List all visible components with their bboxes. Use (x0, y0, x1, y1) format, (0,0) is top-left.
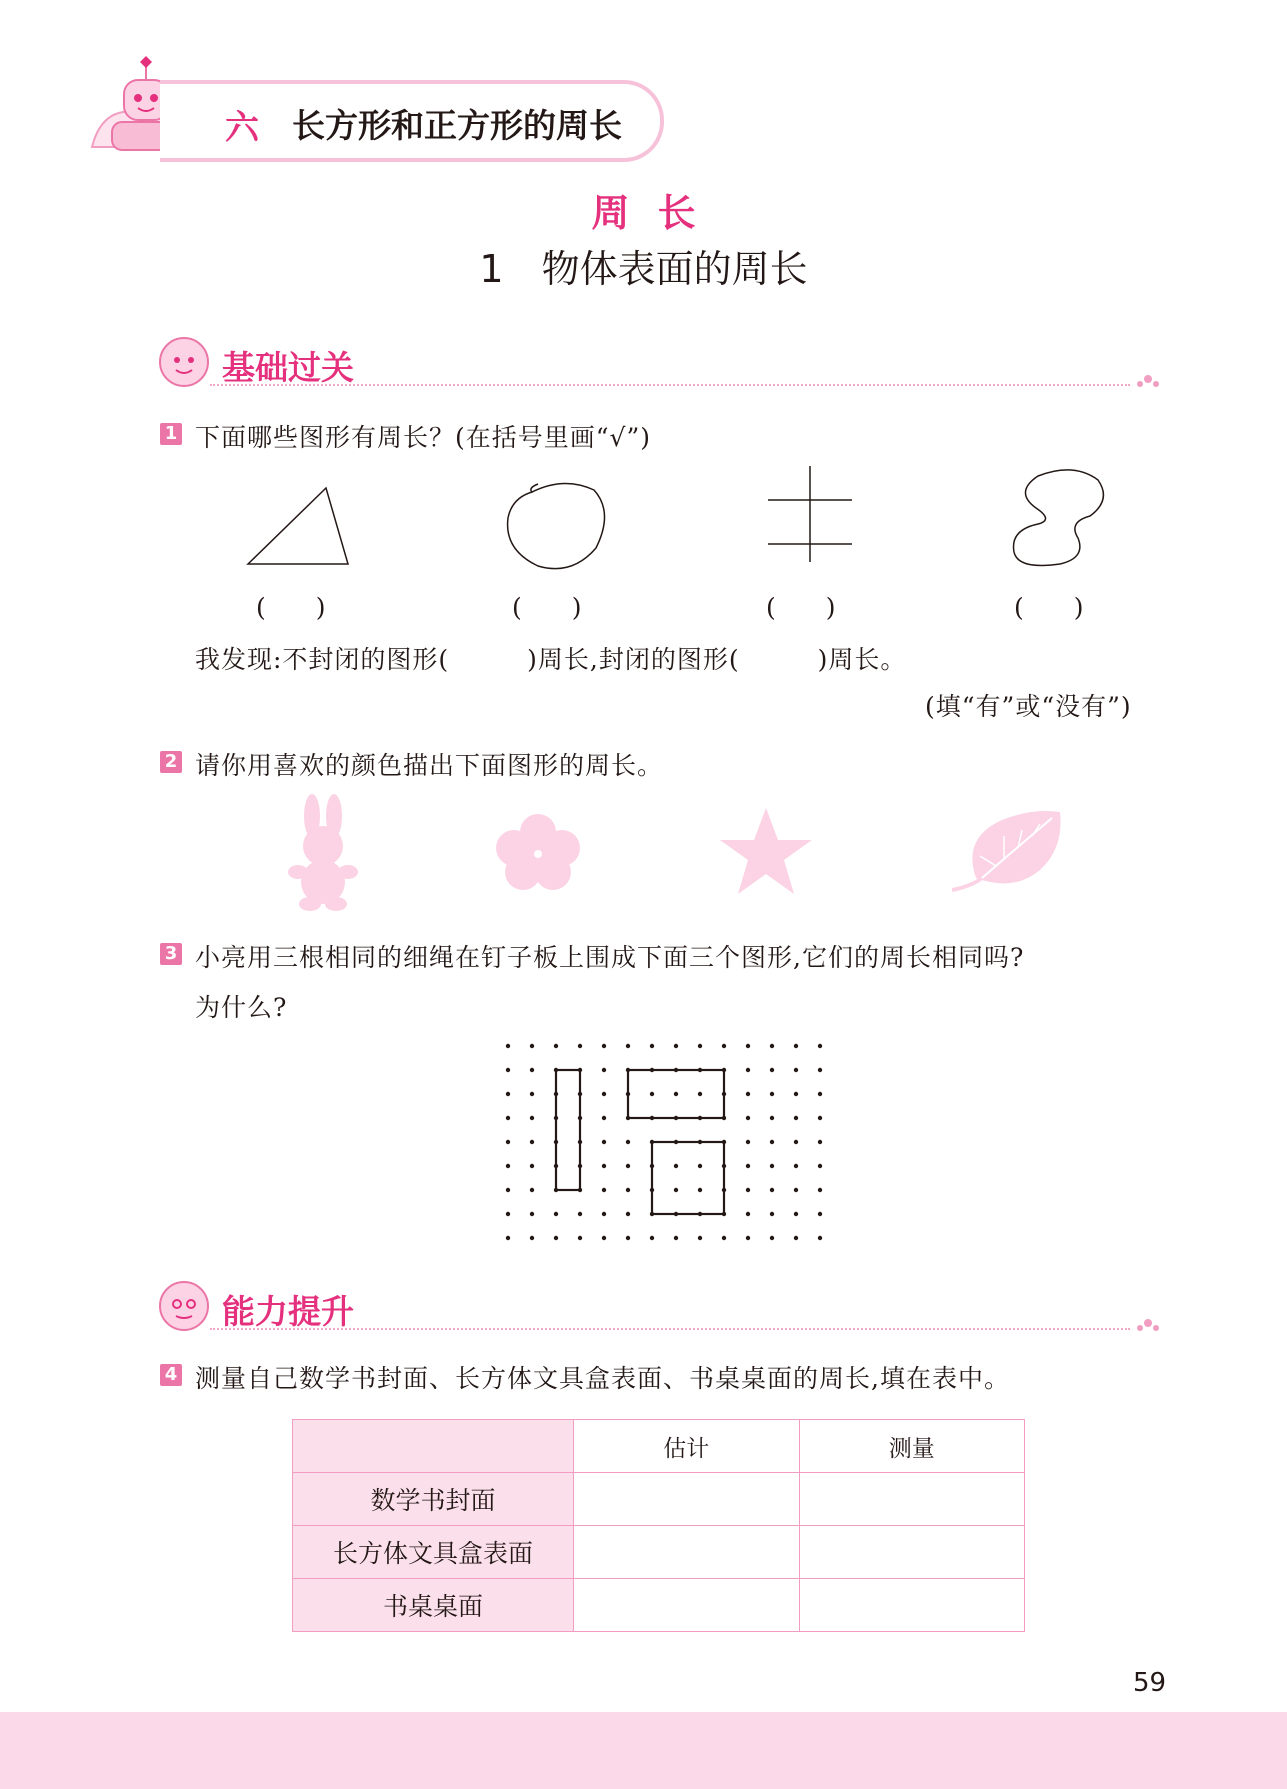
peg-dot (506, 1044, 510, 1048)
peg-board-figure (500, 1034, 852, 1246)
peg-dot (770, 1236, 774, 1240)
peg-dot (746, 1044, 750, 1048)
peg-dot (794, 1044, 798, 1048)
table-row (293, 1526, 1025, 1579)
answer-paren-4[interactable]: ( ) (1014, 593, 1084, 622)
section-divider (210, 384, 1130, 386)
peg-dot (602, 1044, 606, 1048)
peg-dot (506, 1068, 510, 1072)
peg-dot (530, 1116, 534, 1120)
peg-dot (794, 1188, 798, 1192)
peg-dot (674, 1092, 678, 1096)
bottom-decorative-band (0, 1712, 1287, 1789)
peg-dot (770, 1092, 774, 1096)
peg-dot (530, 1236, 534, 1240)
peg-dot (626, 1212, 630, 1216)
page-number: 59 (1133, 1668, 1167, 1698)
table-row (293, 1473, 1025, 1526)
question-1-hint: (填“有”或“没有”) (925, 692, 1132, 721)
divider-dots-icon (1134, 1314, 1164, 1338)
question-4-text: 测量自己数学书封面、长方体文具盒表面、书桌桌面的周长,填在表中。 (195, 1364, 1010, 1393)
peg-dot (746, 1116, 750, 1120)
peg-dot (626, 1164, 630, 1168)
peg-dot (530, 1140, 534, 1144)
shape-triangle (244, 484, 352, 572)
peg-dot (530, 1212, 534, 1216)
peg-dot (746, 1140, 750, 1144)
table-row (293, 1579, 1025, 1632)
shape-figure-eight (1008, 466, 1108, 574)
peg-dot (578, 1212, 582, 1216)
star-silhouette (718, 806, 814, 902)
peg-dot (674, 1188, 678, 1192)
peg-dot (506, 1116, 510, 1120)
shape-open-crossing-lines (764, 464, 856, 568)
question-number-1: 1 (160, 423, 182, 445)
flower-silhouette (496, 812, 580, 896)
peg-dot (794, 1068, 798, 1072)
question-1-finding: 我发现:不封闭的图形( )周长,封闭的图形( )周长。 (195, 645, 907, 674)
chapter-number: 六 (225, 108, 259, 148)
peg-dot (506, 1092, 510, 1096)
peg-dot (602, 1140, 606, 1144)
table-cell-estimate[interactable] (574, 1473, 800, 1526)
peg-dot (746, 1236, 750, 1240)
peg-dot (770, 1044, 774, 1048)
table-cell-estimate[interactable] (574, 1579, 800, 1632)
peg-dot (626, 1188, 630, 1192)
table-header-estimate: 估计 (574, 1420, 800, 1473)
answer-paren-2[interactable]: ( ) (512, 593, 582, 622)
table-cell-measure[interactable] (799, 1473, 1025, 1526)
peg-dot (698, 1236, 702, 1240)
peg-dot (770, 1116, 774, 1120)
peg-dot (506, 1236, 510, 1240)
chapter-title: 长方形和正方形的周长 (292, 106, 622, 145)
question-number-4: 4 (160, 1364, 182, 1386)
peg-shape-square (652, 1142, 724, 1214)
peg-dot (794, 1140, 798, 1144)
peg-dot (602, 1068, 606, 1072)
table-cell-measure[interactable] (799, 1526, 1025, 1579)
peg-dot (746, 1068, 750, 1072)
peg-dot (602, 1188, 606, 1192)
peg-dot (698, 1164, 702, 1168)
peg-dot (698, 1188, 702, 1192)
peg-dot (650, 1236, 654, 1240)
peg-dot (602, 1236, 606, 1240)
table-header-measure: 测量 (799, 1420, 1025, 1473)
table-row-label: 数学书封面 (293, 1473, 574, 1526)
peg-dot (530, 1164, 534, 1168)
peg-dot (770, 1068, 774, 1072)
peg-dot (794, 1212, 798, 1216)
peg-shape-tall-rectangle (556, 1070, 580, 1190)
peg-dot (554, 1236, 558, 1240)
peg-dot (746, 1164, 750, 1168)
section-mascot-icon (158, 336, 210, 392)
peg-dot (818, 1188, 822, 1192)
peg-dot (602, 1092, 606, 1096)
peg-dot (794, 1164, 798, 1168)
rabbit-silhouette (284, 794, 364, 916)
peg-dot (602, 1164, 606, 1168)
peg-dot (818, 1092, 822, 1096)
peg-dot (578, 1236, 582, 1240)
peg-dot (794, 1092, 798, 1096)
peg-dot (530, 1092, 534, 1096)
peg-dot (530, 1068, 534, 1072)
peg-dot (818, 1044, 822, 1048)
leaf-silhouette (952, 808, 1064, 898)
peg-dot (554, 1044, 558, 1048)
peg-dot (506, 1212, 510, 1216)
peg-dot (818, 1212, 822, 1216)
question-3-text-line2: 为什么? (195, 993, 288, 1022)
peg-dot (818, 1116, 822, 1120)
answer-paren-1[interactable]: ( ) (256, 593, 326, 622)
peg-dot (818, 1140, 822, 1144)
peg-dot (650, 1092, 654, 1096)
section-heading-basic: 基础过关 (222, 348, 354, 387)
peg-dot (746, 1092, 750, 1096)
peg-dot (770, 1188, 774, 1192)
peg-dot (746, 1188, 750, 1192)
table-cell-estimate[interactable] (574, 1526, 800, 1579)
peg-dot (650, 1044, 654, 1048)
measurement-table (292, 1419, 1025, 1632)
peg-dot (722, 1044, 726, 1048)
section-heading-advanced: 能力提升 (222, 1292, 354, 1331)
shape-closed-loop (502, 478, 612, 578)
peg-dot (746, 1212, 750, 1216)
peg-dot (506, 1164, 510, 1168)
peg-dot (626, 1044, 630, 1048)
table-row-label: 长方体文具盒表面 (293, 1526, 574, 1579)
section-divider (210, 1328, 1130, 1330)
peg-dot (506, 1188, 510, 1192)
table-header-row (293, 1420, 1025, 1473)
peg-dot (770, 1140, 774, 1144)
peg-dot (698, 1044, 702, 1048)
table-header-empty (293, 1420, 574, 1473)
peg-dot (674, 1164, 678, 1168)
peg-dot (506, 1140, 510, 1144)
peg-dot (602, 1116, 606, 1120)
peg-dot (818, 1068, 822, 1072)
peg-dot (626, 1236, 630, 1240)
peg-dot (722, 1236, 726, 1240)
peg-dot (770, 1164, 774, 1168)
section-mascot-icon (158, 1280, 210, 1336)
section-title: 周长 (591, 191, 724, 235)
peg-dot (818, 1236, 822, 1240)
peg-dot (818, 1164, 822, 1168)
table-cell-measure[interactable] (799, 1579, 1025, 1632)
peg-dot (602, 1212, 606, 1216)
peg-dot (770, 1212, 774, 1216)
peg-dot (530, 1044, 534, 1048)
peg-dot (530, 1188, 534, 1192)
divider-dots-icon (1134, 370, 1164, 394)
peg-dot (674, 1236, 678, 1240)
peg-dot (626, 1140, 630, 1144)
peg-dot (794, 1116, 798, 1120)
lesson-title: 1 物体表面的周长 (479, 247, 808, 291)
peg-dot (554, 1212, 558, 1216)
question-3-text-line1: 小亮用三根相同的细绳在钉子板上围成下面三个图形,它们的周长相同吗? (195, 943, 1025, 972)
peg-dot (794, 1236, 798, 1240)
answer-paren-3[interactable]: ( ) (766, 593, 836, 622)
question-number-2: 2 (160, 751, 182, 773)
question-2-text: 请你用喜欢的颜色描出下面图形的周长。 (195, 751, 664, 780)
question-number-3: 3 (160, 943, 182, 965)
table-row-label: 书桌桌面 (293, 1579, 574, 1632)
question-1-text: 下面哪些图形有周长？(在括号里画“√”) (195, 423, 651, 452)
peg-dot (674, 1044, 678, 1048)
peg-dot (578, 1044, 582, 1048)
peg-dot (698, 1092, 702, 1096)
